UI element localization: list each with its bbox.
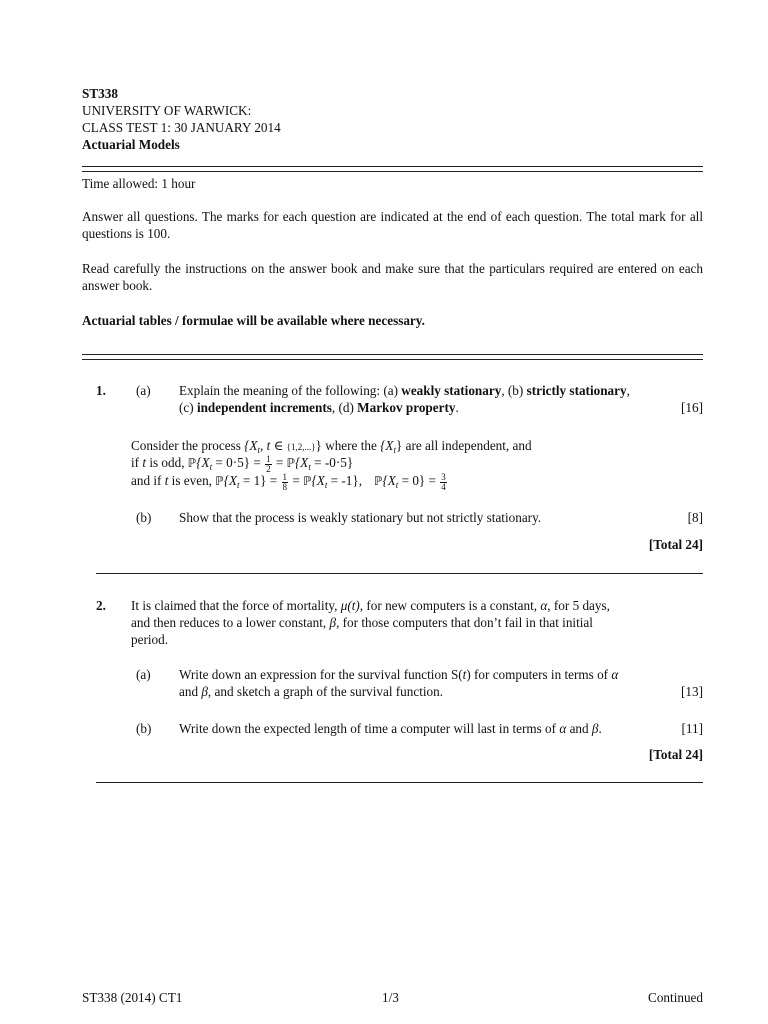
instructions-tables: Actuarial tables / formulae will be available where necessary. (82, 313, 425, 328)
time-allowed: Time allowed: 1 hour (82, 176, 196, 191)
course-code: ST338 (82, 86, 118, 101)
question-number: 1. (96, 383, 106, 398)
q1b-text: Show that the process is weakly stationary but not strictly stationary. [8] (179, 510, 703, 525)
q1a-line-1: Explain the meaning of the following: (a) weakly stationary, (b) strictly stationary, (179, 383, 630, 398)
q2-intro-line-3: period. (131, 632, 168, 647)
footer-left: ST338 (2014) CT1 (82, 990, 183, 1005)
term-weakly-stationary: weakly stationary (401, 383, 502, 398)
fraction: $\frac{1}{8}$ (282, 472, 288, 492)
question-1-divider (96, 573, 703, 574)
q1-consider-line: Consider the process {$X_t$, t ∈ {1,2,...}} where the $\{X_t\}$ are all independent, and (131, 438, 532, 455)
part-label: (a) (136, 667, 151, 682)
q2a-line-1: Write down an expression for the survival function S(t) for computers in terms of α (179, 667, 619, 682)
q2-intro-line-2: and then reduces to a lower constant, β, for those computers that don’t fail in that initial (131, 615, 593, 630)
term-strictly-stationary: strictly stationary (526, 383, 627, 398)
question-2-divider (96, 782, 703, 783)
university-name: UNIVERSITY OF WARWICK: (82, 103, 252, 118)
q1-odd-line: if t is odd, $ℙ\{X_t = 0\cdot 5\}$ = $\frac{1}{2}$ = $ℙ\{X_t = -0\cdot 5\}$ (131, 454, 354, 474)
q2-total: [Total 24] (648, 747, 703, 762)
q1b-mark: [8] (687, 510, 703, 525)
q2-intro-line-1: It is claimed that the force of mortality, μ(t), for new computers is a constant, α, for 5 days, (131, 598, 610, 613)
q2a-line-2: and β, and sketch a graph of the survival function. [13] (179, 684, 703, 699)
q1-total: [Total 24] (648, 537, 703, 552)
subject-title: Actuarial Models (82, 137, 180, 152)
page-number: 1/3 (382, 990, 399, 1005)
term-independent-increments: independent increments (196, 400, 332, 415)
question-number: 2. (96, 598, 106, 613)
q1-even-line: and if t is even, $ℙ\{X_t = 1\}$ = $\frac{1}{8}$ = $ℙ\{X_t = -1\}$, $ℙ\{X_t = 0\}$ = $\frac{3}{4}$ (131, 472, 446, 492)
footer-continued: Continued (648, 990, 703, 1005)
fraction: $\frac{1}{2}$ (266, 454, 271, 474)
test-title: CLASS TEST 1: 30 JANUARY 2014 (82, 120, 281, 135)
q2b-mark: [11] (681, 721, 703, 736)
term-markov-property: Markov property (357, 400, 456, 415)
part-label: (b) (136, 721, 152, 736)
q2b-line: Write down the expected length of time a computer will last in terms of α and β. [11] (179, 721, 703, 736)
q1a-line-2: (c) independent increments, (d) Markov property. [16] (179, 400, 703, 415)
instructions-read-carefully: Read carefully the instructions on the answer book and make sure that the particulars required are entered on each answer book. (82, 261, 703, 293)
instructions-answer-all: Answer all questions. The marks for each question are indicated at the end of each question. The total mark for all questions is 100. (82, 209, 703, 241)
q1a-mark: [16] (681, 400, 703, 415)
fraction: $\frac{3}{4}$ (441, 472, 446, 492)
part-label: (a) (136, 383, 151, 398)
q2a-mark: [13] (681, 684, 703, 699)
part-label: (b) (136, 510, 152, 525)
